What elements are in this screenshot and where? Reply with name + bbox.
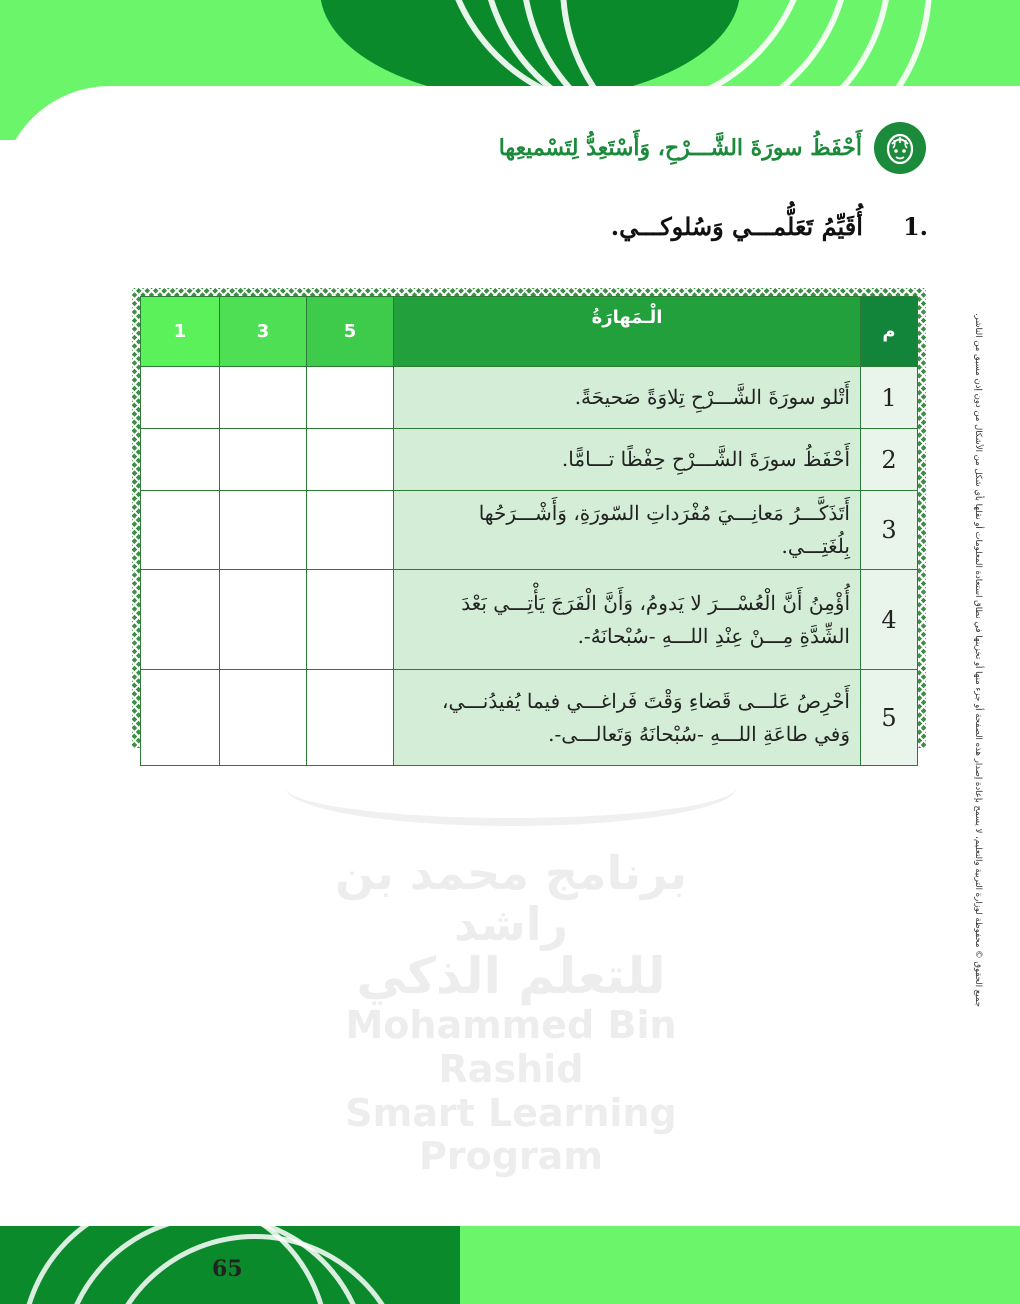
watermark-english-line2: Smart Learning Program <box>345 1090 677 1179</box>
rating-cell-5[interactable] <box>307 367 394 429</box>
row-number: 5 <box>861 670 918 766</box>
header-rating-5: 5 <box>307 297 394 367</box>
watermark-logo <box>285 848 737 1179</box>
question-number: 1. <box>902 212 928 241</box>
rating-cell-1[interactable] <box>141 491 220 570</box>
question-heading <box>611 212 928 241</box>
bottom-decor-band <box>0 1224 1020 1304</box>
row-skill: أُؤْمِنُ أَنَّ الْعُسْـــرَ لا يَدومُ، وَأَنَّ الْفَرَجَ يَأْتِـــي بَعْدَ الشِّدَّةِ مِـــنْ عِنْدِ اللـــهِ -سُبْحانَهُ-. <box>394 570 861 670</box>
rating-cell-3[interactable] <box>220 429 307 491</box>
section-header <box>499 122 926 174</box>
rating-cell-5[interactable] <box>307 429 394 491</box>
skills-table-frame <box>132 288 926 748</box>
row-number: 1 <box>861 367 918 429</box>
copyright-notice: جميع الحقوق © محفوظة لوزارة التربية والتعليم، لا يسمح بإعادة إصدار هذه الصفحة أو جزء منها أو تخزينها في نطاق استعادة المعلومات أو نقلها بأي شكل من الأشكال من دون إذن مسبق من الناشر. <box>973 312 983 1008</box>
row-skill: أَحْفَظُ سورَةَ الشَّـــرْحِ حِفْظًا تـــامًّا. <box>394 429 861 491</box>
table-row <box>141 491 918 570</box>
header-rating-1: 1 <box>141 297 220 367</box>
row-number: 4 <box>861 570 918 670</box>
table-header-row <box>141 297 918 367</box>
rating-cell-3[interactable] <box>220 670 307 766</box>
rating-cell-5[interactable] <box>307 570 394 670</box>
rating-cell-1[interactable] <box>141 367 220 429</box>
section-title: أَحْفَظُ سورَةَ الشَّـــرْحِ، وَأَسْتَعِدُّ لِتَسْميعِها <box>498 135 862 161</box>
row-number: 2 <box>861 429 918 491</box>
rating-cell-1[interactable] <box>141 429 220 491</box>
row-number: 3 <box>861 491 918 570</box>
table-row <box>141 367 918 429</box>
header-skill: الْـمَهارَةُ <box>394 297 861 367</box>
rating-cell-3[interactable] <box>220 491 307 570</box>
header-num: م <box>861 297 918 367</box>
watermark-arabic-line2: للتعلم الذكي <box>356 947 666 1006</box>
rating-cell-3[interactable] <box>220 570 307 670</box>
row-skill: أَتَذَكَّـــرُ مَعانِـــيَ مُفْرَداتِ السّورَةِ، وَأَشْـــرَحُها بِلُغَتِـــي. <box>394 491 861 570</box>
table-row <box>141 570 918 670</box>
question-text: أُقَيِّمُ تَعَلُّمـــي وَسُلوكـــي. <box>610 212 863 241</box>
watermark-english-line1: Mohammed Bin Rashid <box>345 1003 677 1091</box>
rating-cell-1[interactable] <box>141 570 220 670</box>
table-row <box>141 429 918 491</box>
rating-cell-5[interactable] <box>307 491 394 570</box>
rating-cell-5[interactable] <box>307 670 394 766</box>
watermark-arabic-line1: برنامج محمد بن راشد <box>335 846 687 951</box>
table-row <box>141 670 918 766</box>
brain-icon <box>874 122 926 174</box>
row-skill: أَتْلو سورَةَ الشَّـــرْحِ تِلاوَةً صَحيحَةً. <box>394 367 861 429</box>
page-number: 65 <box>212 1256 243 1282</box>
header-rating-3: 3 <box>220 297 307 367</box>
row-skill: أَحْرِصُ عَلـــى قَضاءِ وَقْتَ فَراغـــي فيما يُفيدُنـــي، وَفي طاعَةِ اللـــهِ -سُبْحانَهُ وَتَعالـــى-. <box>394 670 861 766</box>
rating-cell-1[interactable] <box>141 670 220 766</box>
rating-cell-3[interactable] <box>220 367 307 429</box>
skills-table <box>140 296 918 766</box>
